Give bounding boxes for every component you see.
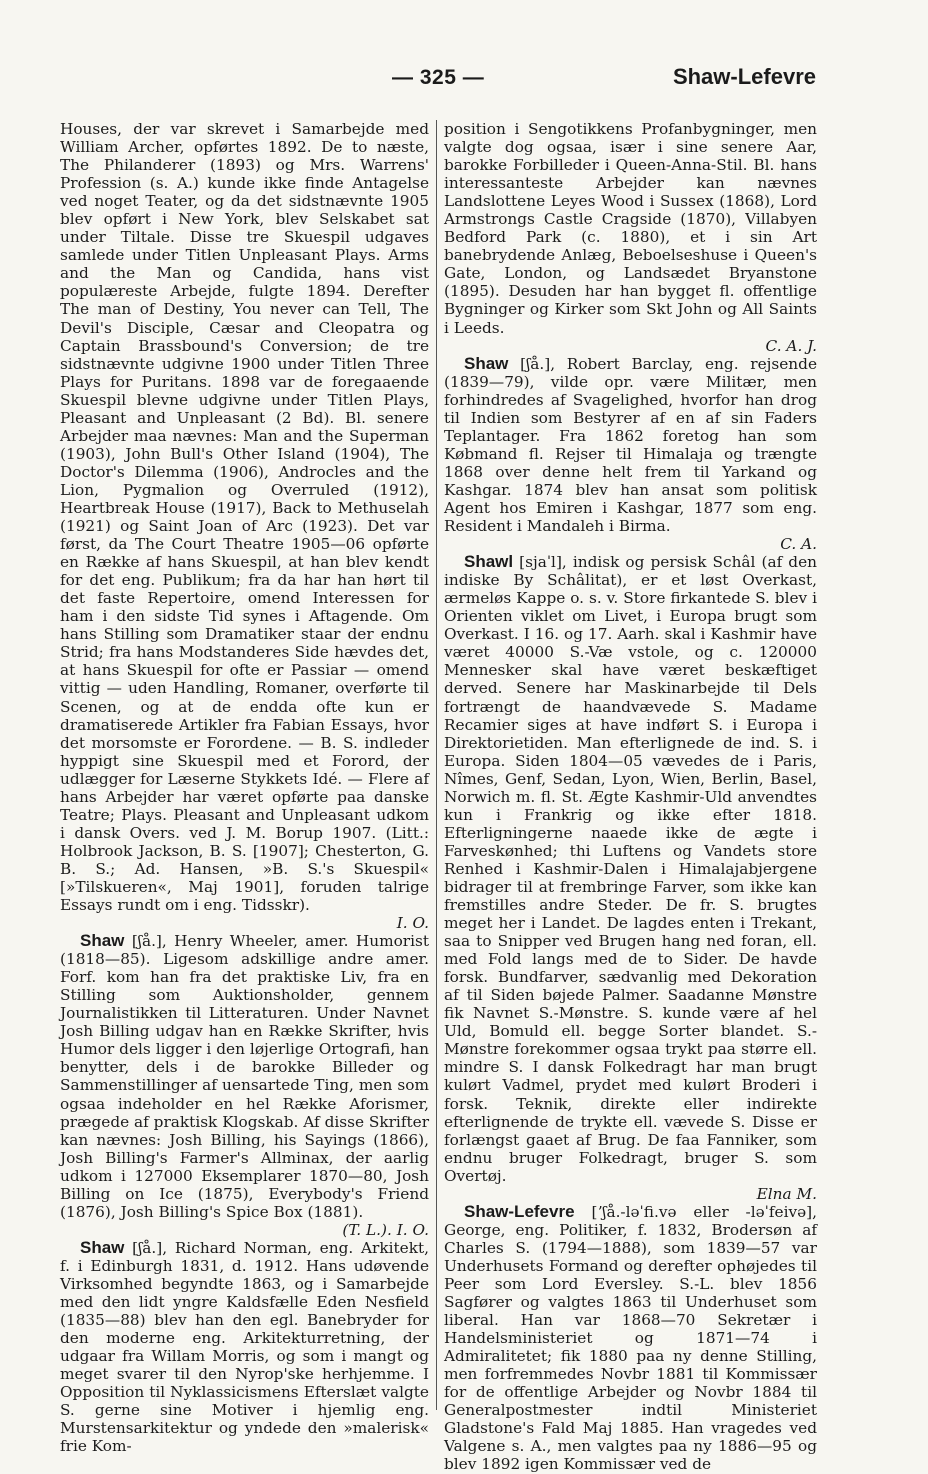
author-signature: Elna M. [756, 1184, 817, 1203]
entry-text: position i Sengotikkens Profanbygninger, men valgte dog ogsaa, især i sine senere Aar, barokke Forbilleder i Queen-Anna-Stil. Bl. hans interessanteste Arbejder kan nævnes Landslottene Leyes Wood i Sussex (1868), Lord Armstrongs Castle Cragside (1870), Villabyen Bedford Park (c. 1880), et i sin Art banebrydende Anlæg, Beboelseshuse i Queen's Gate, London, og Landsædet Bryanstone (1895). Desuden har han bygget fl. offentlige Bygninger og Kirker som Skt John og All Saints i Leeds. [444, 120, 817, 337]
entry-continuation [444, 120, 817, 355]
entry-shawl [444, 553, 817, 1203]
author-signature: C. A. J. [765, 336, 817, 355]
entry-lemma: Shaw [80, 931, 125, 951]
entry-lemma: Shaw-Lefevre [464, 1201, 575, 1221]
entry-shaw-henry [60, 932, 429, 1239]
entry-text: [sjaˈl], indisk og persisk Schâl (af den indiske By Schâlitat), er et løst Overkast, ærmeløs Kappe o. s. v. Store firkantede S. blev i Orienten viklet om Livet, i Europa brugt som Overkast. I 16. og 17. Aarh. skal i Kashmir have været 40000 S.-Væ vstole, og c. 120000 Mennesker skal have været beskæftiget derved. Senere har Maskinarbejde til Dels fortrængt de haandvævede S. Madame Recamier siges at have indført S. i Europa i Direktorietiden. Man efterlignede de ind. S. i Europa. Siden 1804—05 vævedes de i Paris, Nîmes, Genf, Sedan, Lyon, Wien, Berlin, Basel, Norwich m. fl. St. Ægte Kashmir-Uld anvendtes kun i Frankrig og ikke efter 1818. Efterligningerne naaede ikke de ægte i Farveskønhed; thi Luftens og Vandets store Renhed i Kashmir-Dalen i Himalajabjergene bidrager til at frembringe Farver, som ikke kan fremstilles andre Steder. De fr. S. brugtes meget her i Landet. De lagdes enten i Trekant, saa to Snipper ved Brugen hang ned foran, ell. med Fold langs med de to Sider. De havde forsk. Bundfarver, sædvanlig med Dekoration af til Siden bøjede Palmer. Saadanne Mønstre fik Navnet S.-Mønstre. S. kunde være af hel Uld, Bomuld ell. begge Sorter blandet. S.-Mønstre forekommer ogsaa trykt paa større ell. mindre S. I dansk Folkedragt har man brugt kulørt Vadmel, prydet med kulørt Broderi i forsk. Teknik, direkte eller indirekte efterlignende de trykte ell. vævede S. Disse er forlængst gaaet af Brug. De faa Fanniker, som endnu bruger Folkedragt, bruger S. som Overtøj. [444, 553, 817, 1185]
entry-continuation [60, 120, 429, 932]
running-head: Shaw-Lefevre [672, 64, 816, 89]
entry-text: [ʃå.], Robert Barclay, eng. rejsende (1839—79), vilde opr. være Militær, men forhindredes af Svagelighed, hvorfor han drog til Indien som Bestyrer af en af sin Faders Teplantager. Fra 1862 foretog han som Købmand fl. Rejser til Himalaja og trængte 1868 over denne helt frem til Yarkand og Kashgar. 1874 blev han ansat som politisk Agent hos Emiren i Kashgar, 1877 som eng. Resident i Mandaleh i Birma. [444, 354, 817, 536]
left-column [60, 120, 429, 1455]
entry-shaw-richard [60, 1239, 429, 1456]
entry-lemma: Shaw [80, 1237, 125, 1257]
entry-text: Houses, der var skrevet i Samarbejde med William Archer, opførtes 1892. De to næste, The Philanderer (1893) og Mrs. Warrens' Profession (s. A.) kunde ikke finde Antagelse ved noget Teater, og da det sidstnævnte 1905 blev opført i New York, blev Selskabet sat under Tiltale. Disse tre Skuespil udgaves samlede under Titlen Unpleasant Plays. Arms and the Man og Candida, hans vist populæreste Arbejde, fulgte 1894. Derefter The man of Destiny, You never can Tell, The Devil's Disciple, Cæsar and Cleopatra og Captain Brassbound's Conversion; de tre sidstnævnte udgivne 1900 under Titlen Three Plays for Puritans. 1898 var de foregaaende Skuespil blevne udgivne under Titlen Plays, Pleasant and Unpleasant (2 Bd). Bl. senere Arbejder maa nævnes: Man and the Superman (1903), John Bull's Other Island (1904), The Doctor's Dilemma (1906), Androcles and the Lion, Pygmalion og Overruled (1912), Heartbreak House (1917), Back to Methuselah (1921) og Saint Joan of Arc (1923). Det var først, da The Court Theatre 1905—06 opførte en Række af hans Skuespil, at han blev kendt for det eng. Publikum; fra da har han hørt til det faste Repertoire, omend Interessen for ham i den sidste Tid synes i Aftagende. Om hans Stilling som Dramatiker staar der endnu Strid; fra hans Modstanderes Side hævdes det, at hans Skuespil for ofte er Passiar — omend vittig — uden Handling, Romaner, overførte til Scenen, og at de endda ofte kun er dramatiserede Artikler fra Fabian Essays, hvor det morsomste er Forordene. — B. S. indleder hyppigt sine Skuespil med et Forord, der udlægger for Læserne Stykkets Idé. — Flere af hans Arbejder har været opførte paa danske Teatre; Plays. Pleasant and Unpleasant udkom i dansk Overs. ved J. M. Borup 1907. (Litt.: Holbrook Jackson, B. S. [1907]; Chesterton, G. B. S.; Ad. Hansen, »B. S.'s Skuespil« [»Tilskueren«, Maj 1901], foruden talrige Essays rundt om i eng. Tidsskr). [60, 120, 429, 915]
right-column [444, 120, 817, 1474]
column-rule [436, 120, 437, 1410]
author-signature: I. O. [396, 914, 429, 933]
entry-lemma: Shaw [464, 353, 509, 373]
author-signature: (T. L.). I. O. [342, 1220, 429, 1239]
entry-shaw-robert [444, 355, 817, 554]
page-number: — 325 — [392, 66, 485, 89]
entry-text: [ʃå.], Henry Wheeler, amer. Humorist (1818—85). Ligesom adskillige andre amer. Forf. kom han fra det praktiske Liv, fra en Stilling som Auktionsholder, gennem Journalistikken til Litteraturen. Under Navnet Josh Billing udgav han en Række Skrifter, hvis Humor dels ligger i den løjerlige Ortografi, han benytter, dels i de barokke Billeder og Sammenstillinger af uensartede Ting, men som ogsaa indeholder en hel Række Aforismer, prægede af praktisk Klogskab. Af disse Skrifter kan nævnes: Josh Billing, his Sayings (1866), Josh Billing's Farmer's Allminax, der aarlig udkom i 127000 Eksemplarer 1870—80, Josh Billing on Ice (1875), Everybody's Friend (1876), Josh Billing's Spice Box (1881). [60, 932, 429, 1221]
entry-shaw-lefevre [444, 1203, 817, 1474]
author-signature: C. A. [780, 535, 817, 554]
entry-text: [ʼʃå.-ləˈfi.və eller -ləˈfeivə], George, eng. Politiker, f. 1832, Brodersøn af Charles S. (1794—1888), som 1839—57 var Underhusets Formand og derefter ophøjedes til Peer som Lord Eversley. S.-L. blev 1856 Sagfører og valgtes 1863 til Underhuset som liberal. Han var 1868—70 Sekretær i Handelsministeriet og 1871—74 i Admiralitetet; fik 1880 paa ny denne Stilling, men forfremmedes Novbr 1881 til Kommissær for de offentlige Arbejder og Novbr 1884 til Generalpostmester indtil Ministeriet Gladstone's Fald Maj 1885. Han vragedes ved Valgene s. A., men valgtes paa ny 1886—95 og blev 1892 igen Kommissær ved de [444, 1202, 817, 1474]
entry-text: [ʃå.], Richard Norman, eng. Arkitekt, f. i Edinburgh 1831, d. 1912. Hans udøvende Virksomhed begyndte 1863, og i Samarbejde med den lidt yngre Kaldsfælle Eden Nesfield (1835—88) blev han den egl. Banebryder for den moderne eng. Arkitekturretning, der udgaar fra Willam Morris, og som i mangt og meget svarer til den Nyrop'ske herhjemme. I Opposition til Nyklassicismens Efterslæt valgte S. gerne sine Motiver i hjemlig eng. Murstensarkitektur og yndede den »malerisk« frie Kom- [60, 1238, 429, 1456]
page-header [0, 62, 928, 98]
entry-lemma: Shawl [464, 552, 514, 572]
